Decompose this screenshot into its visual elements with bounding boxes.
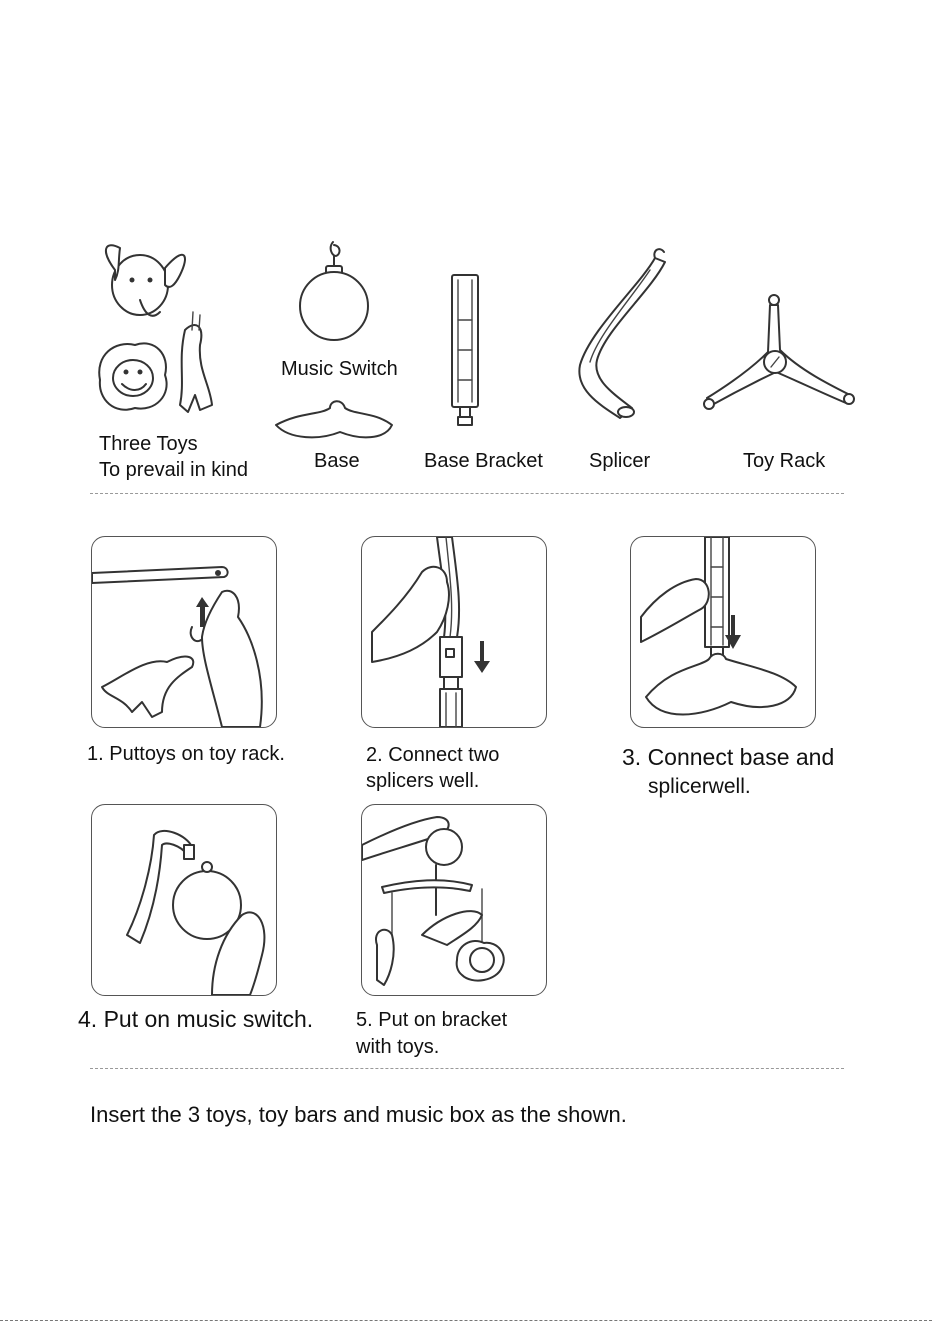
parts-label-base: Base xyxy=(314,450,360,472)
base-icon xyxy=(276,401,392,437)
assembly-instruction: Insert the 3 toys, toy bars and music box as the shown. xyxy=(90,1102,627,1127)
step-3-caption-line-1: 3. Connect base and xyxy=(622,744,835,770)
parts-label-toys-1: Three Toys xyxy=(99,433,198,455)
parts-label-splicer: Splicer xyxy=(589,450,651,472)
step-1-illustration xyxy=(91,536,277,728)
base-bracket-icon xyxy=(452,275,478,425)
step-3-caption-line-2: splicerwell. xyxy=(648,775,751,798)
step-4-illustration xyxy=(91,804,277,996)
step-2-caption-line-2: splicers well. xyxy=(366,770,480,792)
giraffe-toy-icon xyxy=(180,312,212,412)
parts-illustrations xyxy=(0,0,932,500)
divider-top xyxy=(90,493,844,494)
step-2-illustration xyxy=(361,536,547,728)
parts-label-base-bracket: Base Bracket xyxy=(424,450,543,472)
parts-label-music-switch: Music Switch xyxy=(281,358,398,380)
step-4-caption: 4. Put on music switch. xyxy=(78,1006,314,1032)
page-bottom-edge xyxy=(0,1320,932,1321)
step-1-caption: 1. Puttoys on toy rack. xyxy=(87,743,285,765)
parts-label-toy-rack: Toy Rack xyxy=(743,450,826,472)
divider-bottom xyxy=(90,1068,844,1069)
elephant-toy-icon xyxy=(106,245,185,316)
music-switch-icon xyxy=(300,242,368,340)
step-5-caption-line-2: with toys. xyxy=(356,1036,440,1058)
toy-rack-icon xyxy=(704,295,854,409)
splicer-icon xyxy=(579,249,665,418)
parts-label-toys-2: To prevail in kind xyxy=(99,459,248,481)
step-5-caption-line-1: 5. Put on bracket xyxy=(356,1009,508,1031)
step-3-illustration xyxy=(630,536,816,728)
step-5-illustration xyxy=(361,804,547,996)
step-2-caption-line-1: 2. Connect two xyxy=(366,744,500,766)
lion-toy-icon xyxy=(99,343,166,409)
